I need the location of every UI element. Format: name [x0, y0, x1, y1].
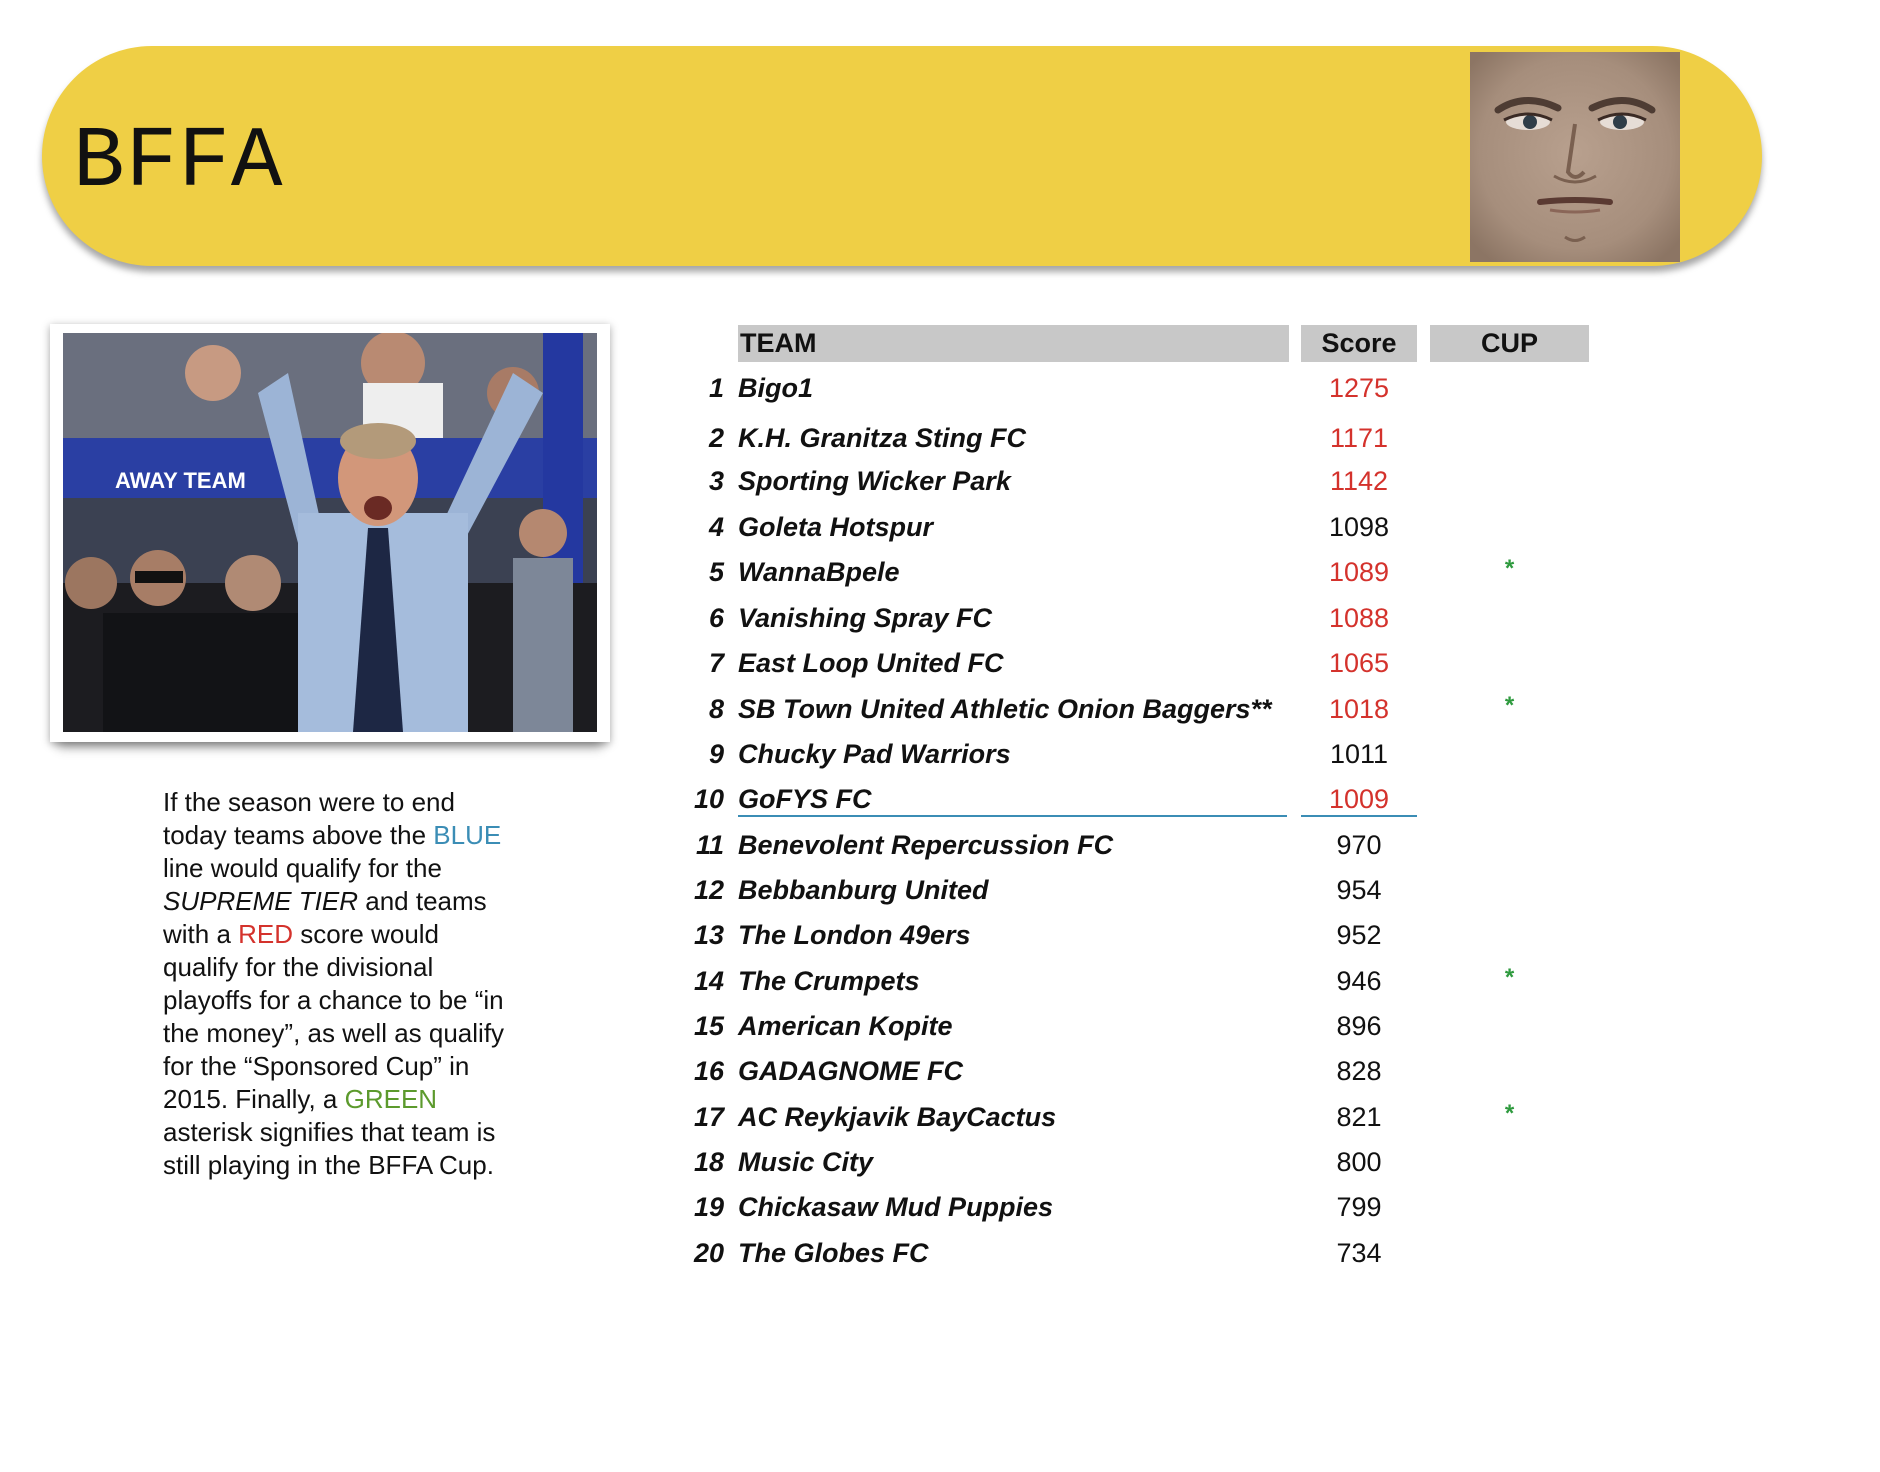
table-row [0, 1097, 1880, 1137]
caption-text-1: If the season were to end today teams above the [163, 787, 455, 850]
team-cell: East Loop United FC [738, 648, 1004, 678]
rank-cell: 9 [708, 739, 724, 769]
team-cell: GADAGNOME FC [738, 1056, 963, 1086]
cup-cell: * [1504, 555, 1515, 582]
supreme-tier-line-score [1301, 815, 1417, 817]
table-row [0, 552, 1880, 592]
table-row [0, 689, 1880, 729]
team-cell: Chickasaw Mud Puppies [738, 1192, 1054, 1222]
score-cell: 1098 [1328, 512, 1390, 542]
team-cell: SB Town United Athletic Onion Baggers** [738, 694, 1272, 724]
rank-cell: 10 [693, 784, 724, 814]
portrait-image [1470, 52, 1680, 262]
score-cell: 954 [1336, 875, 1382, 905]
table-row [0, 418, 1880, 458]
caption-green-word: GREEN [344, 1084, 438, 1114]
team-cell: The London 49ers [738, 920, 971, 950]
score-cell: 800 [1336, 1147, 1382, 1177]
caption-red-word: RED [238, 919, 294, 949]
score-cell: 946 [1336, 966, 1382, 996]
score-cell: 1275 [1328, 373, 1390, 403]
rank-cell: 15 [693, 1011, 724, 1041]
rank-cell: 4 [708, 512, 724, 542]
cup-cell: * [1504, 1100, 1515, 1127]
team-cell: The Crumpets [738, 966, 920, 996]
rank-cell: 20 [693, 1238, 724, 1268]
team-cell: K.H. Granitza Sting FC [738, 423, 1027, 453]
table-row [0, 368, 1880, 408]
caption-tier-word: SUPREME TIER [163, 886, 359, 916]
caption-text-2: line would qualify for the [163, 853, 442, 883]
rank-cell: 8 [708, 694, 724, 724]
table-row [0, 734, 1880, 774]
score-cell: 734 [1336, 1238, 1382, 1268]
table-row [0, 1233, 1880, 1273]
team-cell: Bebbanburg United [738, 875, 989, 905]
team-cell: WannaBpele [738, 557, 900, 587]
score-column-header: Score [1301, 325, 1417, 362]
score-cell: 1142 [1329, 466, 1389, 496]
rank-cell: 17 [693, 1102, 724, 1132]
table-row [0, 961, 1880, 1001]
score-cell: 799 [1336, 1192, 1382, 1222]
page-title: BFFA [73, 113, 284, 211]
caption-blue-word: BLUE [433, 820, 502, 850]
rank-cell: 2 [708, 423, 724, 453]
team-cell: AC Reykjavik BayCactus [738, 1102, 1057, 1132]
score-cell: 1088 [1328, 603, 1390, 633]
rank-cell: 19 [693, 1192, 724, 1222]
team-cell: Sporting Wicker Park [738, 466, 1011, 496]
score-cell: 1065 [1328, 648, 1390, 678]
rank-cell: 3 [708, 466, 724, 496]
table-row [0, 1051, 1880, 1091]
score-cell: 1009 [1328, 784, 1390, 814]
team-column-header: TEAM [738, 325, 1289, 362]
table-row [0, 598, 1880, 638]
face-photo [1470, 52, 1680, 262]
cup-cell: * [1504, 692, 1515, 719]
cup-column-header: CUP [1430, 325, 1589, 362]
score-cell: 821 [1336, 1102, 1382, 1132]
score-cell: 952 [1336, 920, 1382, 950]
away-team-sign: AWAY TEAM [115, 468, 246, 493]
rank-cell: 1 [708, 373, 724, 403]
caption-text-5: asterisk signifies that team is still playing in the BFFA Cup. [163, 1117, 496, 1180]
table-row [0, 1187, 1880, 1227]
score-cell: 828 [1336, 1056, 1382, 1086]
table-row [0, 870, 1880, 910]
rank-cell: 11 [695, 830, 724, 860]
team-cell: Bigo1 [738, 373, 814, 403]
score-cell: 1089 [1328, 557, 1390, 587]
rank-cell: 13 [693, 920, 724, 950]
team-cell: The Globes FC [738, 1238, 929, 1268]
team-cell: Benevolent Repercussion FC [738, 830, 1114, 860]
rank-cell: 5 [708, 557, 724, 587]
team-cell: Chucky Pad Warriors [738, 739, 1011, 769]
score-cell: 896 [1336, 1011, 1382, 1041]
rank-cell: 7 [708, 648, 724, 678]
caption-text-3: and teams with a [163, 886, 487, 949]
table-row [0, 1142, 1880, 1182]
table-row [0, 779, 1880, 819]
team-cell: Goleta Hotspur [738, 512, 934, 542]
table-row [0, 643, 1880, 683]
rank-cell: 6 [708, 603, 724, 633]
team-cell: Vanishing Spray FC [738, 603, 993, 633]
team-cell: GoFYS FC [738, 784, 872, 814]
table-row [0, 1006, 1880, 1046]
table-row [0, 461, 1880, 501]
team-cell: American Kopite [738, 1011, 953, 1041]
score-cell: 1171 [1329, 423, 1389, 453]
table-row [0, 507, 1880, 547]
supreme-tier-line-team [738, 815, 1287, 817]
rank-cell: 18 [693, 1147, 724, 1177]
score-cell: 970 [1336, 830, 1382, 860]
table-row [0, 915, 1880, 955]
table-row [0, 825, 1880, 865]
caption-text-4: score would qualify for the divisional playoffs for a chance to be “in the money”, as well as qualify for the “Sponsored Cup” in 2015. Finally, a [163, 919, 505, 1114]
score-cell: 1011 [1329, 739, 1389, 769]
rank-cell: 14 [693, 966, 724, 996]
score-cell: 1018 [1328, 694, 1390, 724]
cup-cell: * [1504, 964, 1515, 991]
rank-cell: 12 [693, 875, 724, 905]
team-cell: Music City [738, 1147, 874, 1177]
rank-cell: 16 [693, 1056, 724, 1086]
